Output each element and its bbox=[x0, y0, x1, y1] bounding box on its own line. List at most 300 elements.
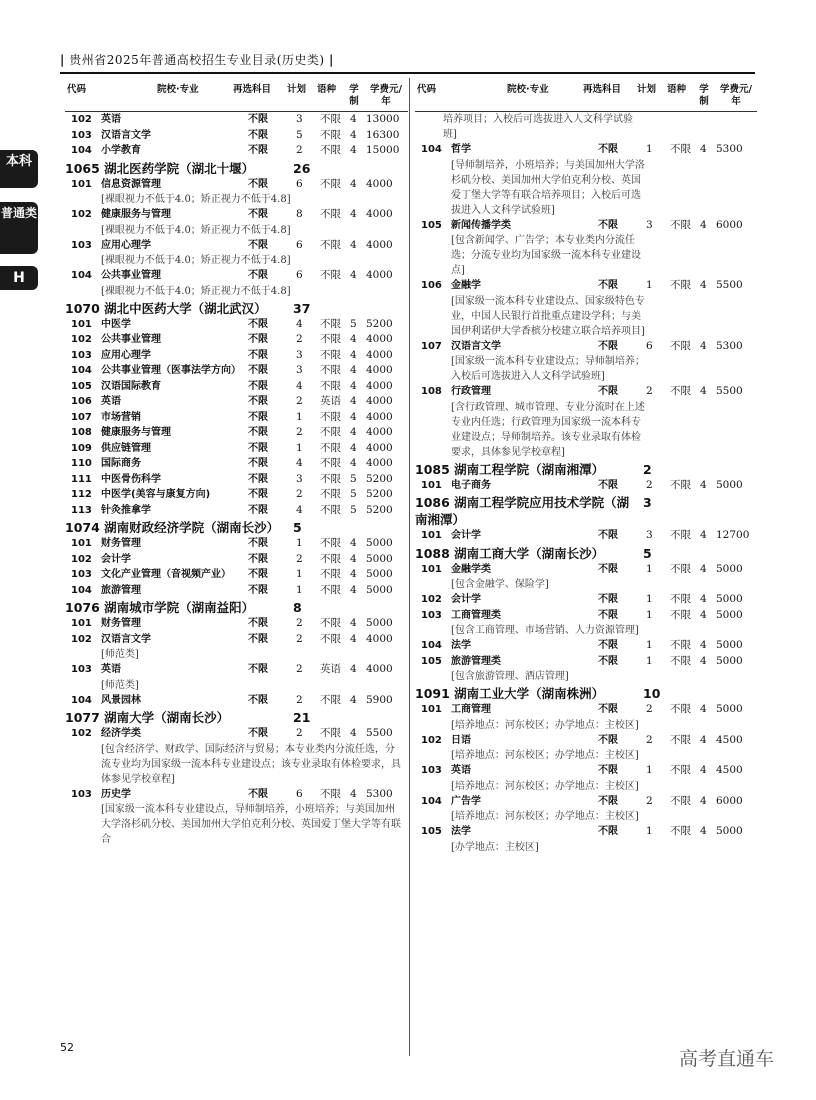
study-years: 4 bbox=[700, 608, 707, 621]
language: 不限 bbox=[670, 385, 691, 397]
language: 不限 bbox=[320, 208, 341, 220]
plan-count: 1 bbox=[646, 562, 653, 575]
major-code: 112 bbox=[71, 489, 92, 500]
side-tab-letter[interactable]: H bbox=[0, 266, 38, 290]
study-years: 4 bbox=[350, 441, 357, 454]
required-subject: 不限 bbox=[598, 765, 618, 776]
major-row bbox=[65, 207, 408, 223]
language: 不限 bbox=[320, 177, 341, 190]
tuition-fee: 5000 bbox=[366, 568, 393, 580]
study-years: 4 bbox=[350, 727, 357, 739]
tuition-fee: 13000 bbox=[366, 113, 400, 125]
plan-count: 4 bbox=[296, 503, 303, 516]
study-years: 4 bbox=[350, 410, 357, 423]
major-row bbox=[415, 702, 757, 718]
school-plan-total: 5 bbox=[643, 545, 652, 561]
major-row bbox=[65, 536, 408, 552]
major-code: 105 bbox=[421, 826, 442, 837]
study-years: 4 bbox=[700, 385, 707, 397]
required-subject: 不限 bbox=[248, 349, 268, 361]
title-bar-right: | bbox=[328, 53, 334, 67]
major-note: [包含工商管理、市场营销、人力资源管理] bbox=[451, 625, 639, 636]
study-years: 4 bbox=[350, 113, 357, 125]
column-divider bbox=[409, 78, 410, 1056]
major-row bbox=[415, 339, 757, 355]
major-name: 中医骨伤科学 bbox=[101, 473, 161, 485]
major-code: 108 bbox=[71, 427, 92, 438]
major-row bbox=[65, 425, 408, 441]
language: 不限 bbox=[320, 238, 341, 251]
language: 不限 bbox=[670, 703, 691, 715]
required-subject: 不限 bbox=[248, 633, 268, 645]
major-code: 102 bbox=[71, 114, 92, 125]
major-code: 103 bbox=[421, 609, 442, 621]
major-code: 108 bbox=[421, 386, 442, 397]
required-subject: 不限 bbox=[248, 728, 268, 739]
plan-count: 3 bbox=[646, 529, 653, 541]
study-years: 4 bbox=[700, 703, 707, 715]
plan-count: 4 bbox=[296, 457, 303, 469]
study-years: 4 bbox=[700, 478, 707, 491]
study-years: 4 bbox=[350, 632, 357, 645]
study-years: 4 bbox=[350, 457, 357, 469]
required-subject: 不限 bbox=[248, 538, 268, 549]
plan-count: 2 bbox=[646, 703, 653, 715]
plan-count: 8 bbox=[296, 208, 303, 220]
major-code: 104 bbox=[421, 144, 442, 155]
required-subject: 不限 bbox=[598, 655, 618, 667]
header-code: 代码 bbox=[417, 84, 437, 95]
major-note: [裸眼视力不低于4.0；矫正视力不低于4.8] bbox=[101, 285, 291, 297]
major-code: 101 bbox=[71, 538, 92, 549]
required-subject: 不限 bbox=[248, 584, 268, 596]
language: 英语 bbox=[320, 395, 341, 407]
major-name: 金融学 bbox=[451, 280, 481, 291]
major-code: 104 bbox=[71, 584, 92, 596]
language: 不限 bbox=[320, 426, 341, 438]
required-subject: 不限 bbox=[248, 114, 268, 125]
major-code: 103 bbox=[71, 664, 92, 675]
plan-count: 1 bbox=[646, 593, 653, 605]
required-subject: 不限 bbox=[248, 145, 268, 156]
major-code: 105 bbox=[71, 380, 92, 392]
required-subject: 不限 bbox=[248, 504, 268, 516]
school-name: 1076 湖南城市学院（湖南益阳） bbox=[65, 600, 255, 615]
tuition-fee: 5000 bbox=[366, 552, 393, 565]
major-code: 104 bbox=[71, 365, 92, 376]
plan-count: 1 bbox=[646, 654, 653, 667]
study-years: 4 bbox=[700, 654, 707, 667]
major-note: [国家级一流本科专业建设点、国家级特色专业，中国人民银行首批重点建设学科；与美国伊利诺伊大学香槟分校建立联合培养项目] bbox=[451, 295, 645, 337]
study-years: 4 bbox=[700, 143, 707, 155]
required-subject: 不限 bbox=[598, 219, 618, 231]
study-years: 5 bbox=[350, 488, 357, 500]
plan-count: 3 bbox=[296, 113, 303, 125]
left-column bbox=[65, 78, 408, 847]
language: 不限 bbox=[670, 339, 691, 352]
major-note-continued: 培养项目；入校后可选拔进入人文科学试验班] bbox=[443, 114, 633, 140]
language: 不限 bbox=[670, 654, 691, 667]
study-years: 5 bbox=[350, 317, 357, 330]
major-name: 哲学 bbox=[451, 144, 471, 155]
major-name: 工商管理类 bbox=[451, 609, 501, 621]
major-code: 103 bbox=[71, 349, 92, 361]
tuition-fee: 4000 bbox=[366, 410, 393, 423]
header-years: 学制 bbox=[349, 84, 359, 107]
major-row bbox=[65, 317, 408, 333]
major-row bbox=[65, 567, 408, 583]
major-code: 107 bbox=[71, 411, 92, 423]
major-row bbox=[65, 693, 408, 709]
right-column-body bbox=[415, 112, 757, 855]
plan-count: 1 bbox=[296, 568, 303, 580]
major-row bbox=[65, 662, 408, 678]
tuition-fee: 12700 bbox=[716, 529, 750, 541]
major-name: 应用心理学 bbox=[101, 239, 151, 251]
required-subject: 不限 bbox=[598, 609, 618, 621]
major-row bbox=[65, 238, 408, 254]
required-subject: 不限 bbox=[598, 563, 618, 575]
required-subject: 不限 bbox=[248, 239, 268, 251]
study-years: 4 bbox=[700, 733, 707, 746]
study-years: 4 bbox=[350, 693, 357, 706]
study-years: 4 bbox=[700, 529, 707, 541]
required-subject: 不限 bbox=[598, 280, 618, 291]
plan-count: 2 bbox=[296, 632, 303, 645]
major-name: 电子商务 bbox=[451, 479, 491, 491]
study-years: 4 bbox=[350, 426, 357, 438]
header-language: 语种 bbox=[667, 84, 687, 95]
major-name: 广告学 bbox=[451, 795, 481, 807]
required-subject: 不限 bbox=[598, 795, 618, 807]
language: 不限 bbox=[320, 472, 341, 485]
tuition-fee: 5000 bbox=[716, 608, 743, 621]
major-row bbox=[415, 763, 757, 779]
plan-count: 4 bbox=[296, 379, 303, 392]
plan-count: 3 bbox=[296, 472, 303, 485]
major-note: [师范类] bbox=[101, 679, 139, 691]
major-note: [包含经济学、财政学、国际经济与贸易；本专业类内分流任选，分流专业均为国家级一流本科专业建设点；该专业录取有体检要求，具体参见学校章程] bbox=[101, 743, 401, 785]
school-plan-total: 10 bbox=[643, 686, 661, 701]
study-years: 4 bbox=[350, 379, 357, 392]
major-code: 102 bbox=[71, 728, 92, 739]
major-code: 102 bbox=[71, 334, 92, 345]
plan-count: 6 bbox=[296, 787, 303, 800]
header-language: 语种 bbox=[317, 84, 337, 95]
major-code: 109 bbox=[71, 442, 92, 454]
header-plan: 计划 bbox=[637, 84, 657, 95]
study-years: 4 bbox=[350, 238, 357, 251]
tuition-fee: 5000 bbox=[716, 593, 743, 605]
major-row bbox=[415, 528, 757, 544]
major-row bbox=[415, 278, 757, 294]
language: 不限 bbox=[320, 128, 341, 141]
language: 不限 bbox=[320, 787, 341, 800]
language: 不限 bbox=[320, 488, 341, 500]
tuition-fee: 4000 bbox=[366, 364, 393, 376]
watermark: 高考直通车 bbox=[679, 1048, 775, 1070]
school-name: 1077 湖南大学（湖南长沙） bbox=[65, 710, 230, 725]
major-note: [国家级一流本科专业建设点；导师制培养；入校后可选拔进入人文科学试验班] bbox=[451, 356, 645, 382]
plan-count: 2 bbox=[646, 794, 653, 807]
required-subject: 不限 bbox=[248, 318, 268, 330]
major-name: 行政管理 bbox=[451, 386, 491, 397]
required-subject: 不限 bbox=[248, 473, 268, 485]
major-code: 107 bbox=[421, 340, 442, 352]
major-name: 健康服务与管理 bbox=[101, 427, 171, 438]
language: 不限 bbox=[320, 269, 341, 281]
language: 不限 bbox=[670, 733, 691, 746]
school-heading bbox=[65, 708, 408, 726]
major-code: 104 bbox=[421, 640, 442, 651]
study-years: 4 bbox=[350, 552, 357, 565]
language: 不限 bbox=[320, 583, 341, 596]
required-subject: 不限 bbox=[248, 442, 268, 454]
plan-count: 1 bbox=[296, 537, 303, 549]
plan-count: 2 bbox=[296, 663, 303, 675]
major-name: 中医学 bbox=[101, 318, 131, 330]
plan-count: 2 bbox=[646, 385, 653, 397]
tuition-fee: 6000 bbox=[716, 218, 743, 231]
major-row bbox=[65, 394, 408, 410]
tuition-fee: 4000 bbox=[366, 395, 393, 407]
major-name: 健康服务与管理 bbox=[101, 209, 171, 220]
required-subject: 不限 bbox=[598, 479, 618, 491]
major-name: 公共事业管理 bbox=[101, 334, 161, 345]
major-row bbox=[65, 487, 408, 503]
major-code: 106 bbox=[421, 280, 442, 291]
major-row bbox=[65, 363, 408, 379]
major-name: 信息资源管理 bbox=[101, 178, 161, 190]
language: 不限 bbox=[670, 608, 691, 621]
major-code: 103 bbox=[421, 765, 442, 776]
major-code: 111 bbox=[71, 473, 92, 485]
study-years: 4 bbox=[700, 339, 707, 352]
header-subject: 再选科目 bbox=[233, 84, 272, 95]
study-years: 4 bbox=[350, 537, 357, 549]
major-row bbox=[65, 379, 408, 395]
school-name: 1086 湖南工程学院应用技术学院（湖南湘潭） bbox=[415, 495, 630, 527]
major-row bbox=[65, 787, 408, 803]
tuition-fee: 4000 bbox=[366, 632, 393, 645]
major-row bbox=[65, 332, 408, 348]
major-name: 汉语国际教育 bbox=[101, 380, 161, 392]
required-subject: 不限 bbox=[598, 386, 618, 397]
tuition-fee: 5500 bbox=[716, 385, 743, 397]
major-row bbox=[415, 638, 757, 654]
tuition-fee: 5500 bbox=[366, 727, 393, 739]
study-years: 4 bbox=[350, 348, 357, 361]
plan-count: 6 bbox=[296, 177, 303, 190]
major-row bbox=[415, 218, 757, 234]
major-name: 英语 bbox=[101, 664, 121, 675]
major-code: 105 bbox=[421, 655, 442, 667]
major-name: 针灸推拿学 bbox=[101, 504, 151, 516]
tuition-fee: 6000 bbox=[716, 794, 743, 807]
plan-count: 3 bbox=[646, 218, 653, 231]
major-row bbox=[65, 632, 408, 648]
major-name: 财务管理 bbox=[101, 538, 141, 549]
language: 不限 bbox=[320, 552, 341, 565]
tuition-fee: 5900 bbox=[366, 693, 393, 706]
major-note: [包含金融学、保险学] bbox=[451, 579, 549, 590]
major-note: [培养地点：河东校区；办学地点：主校区] bbox=[451, 811, 639, 822]
major-note: [培养地点：河东校区；办学地点：主校区] bbox=[451, 750, 639, 761]
required-subject: 不限 bbox=[248, 365, 268, 376]
plan-count: 2 bbox=[646, 733, 653, 746]
major-code: 104 bbox=[71, 694, 92, 706]
plan-count: 2 bbox=[296, 617, 303, 629]
major-code: 113 bbox=[71, 504, 92, 516]
tuition-fee: 5500 bbox=[716, 279, 743, 291]
language: 不限 bbox=[320, 537, 341, 549]
school-plan-total: 37 bbox=[293, 300, 311, 316]
header-fee: 学费元/年 bbox=[370, 84, 402, 107]
language: 不限 bbox=[670, 639, 691, 651]
language: 不限 bbox=[320, 503, 341, 516]
study-years: 4 bbox=[350, 364, 357, 376]
study-years: 4 bbox=[700, 764, 707, 776]
tuition-fee: 4000 bbox=[366, 238, 393, 251]
major-code: 106 bbox=[71, 396, 92, 407]
major-name: 公共事业管理（医事法学方向） bbox=[101, 365, 241, 376]
plan-count: 6 bbox=[296, 238, 303, 251]
major-code: 102 bbox=[421, 594, 442, 605]
study-years: 5 bbox=[350, 503, 357, 516]
study-years: 5 bbox=[350, 472, 357, 485]
major-code: 101 bbox=[421, 530, 442, 541]
major-name: 汉语言文学 bbox=[101, 633, 151, 645]
language: 不限 bbox=[670, 593, 691, 605]
plan-count: 6 bbox=[296, 269, 303, 281]
required-subject: 不限 bbox=[248, 569, 268, 580]
school-heading bbox=[415, 460, 757, 478]
tuition-fee: 4500 bbox=[716, 733, 743, 746]
study-years: 4 bbox=[700, 562, 707, 575]
tuition-fee: 5200 bbox=[366, 503, 393, 516]
required-subject: 不限 bbox=[248, 427, 268, 438]
plan-count: 1 bbox=[646, 279, 653, 291]
major-code: 102 bbox=[71, 633, 92, 645]
plan-count: 1 bbox=[296, 583, 303, 596]
plan-count: 3 bbox=[296, 364, 303, 376]
language: 不限 bbox=[670, 279, 691, 291]
major-row bbox=[415, 384, 757, 400]
study-years: 4 bbox=[700, 794, 707, 807]
school-name: 1074 湖南财政经济学院（湖南长沙） bbox=[65, 520, 280, 535]
major-row bbox=[65, 128, 408, 144]
major-code: 101 bbox=[421, 563, 442, 575]
major-row bbox=[415, 142, 757, 158]
major-row bbox=[65, 177, 408, 193]
left-column-body bbox=[65, 112, 408, 847]
major-name: 应用心理学 bbox=[101, 349, 151, 361]
major-code: 102 bbox=[71, 209, 92, 220]
tuition-fee: 4500 bbox=[716, 764, 743, 776]
tuition-fee: 5000 bbox=[366, 537, 393, 549]
tuition-fee: 5000 bbox=[716, 478, 743, 491]
tuition-fee: 4000 bbox=[366, 348, 393, 361]
plan-count: 2 bbox=[296, 144, 303, 156]
major-note: [裸眼视力不低于4.0；矫正视力不低于4.8] bbox=[101, 255, 291, 266]
tuition-fee: 4000 bbox=[366, 177, 393, 190]
school-heading bbox=[65, 518, 408, 536]
study-years: 4 bbox=[350, 269, 357, 281]
study-years: 4 bbox=[700, 593, 707, 605]
major-row bbox=[65, 472, 408, 488]
language: 不限 bbox=[320, 568, 341, 580]
tuition-fee: 4000 bbox=[366, 208, 393, 220]
header-subject: 再选科目 bbox=[583, 84, 622, 95]
major-row bbox=[415, 478, 757, 494]
plan-count: 2 bbox=[646, 478, 653, 491]
language: 不限 bbox=[320, 333, 341, 345]
school-plan-total: 8 bbox=[293, 600, 302, 615]
major-name: 供应链管理 bbox=[101, 442, 151, 454]
language: 不限 bbox=[320, 348, 341, 361]
language: 不限 bbox=[670, 825, 691, 837]
study-years: 4 bbox=[350, 177, 357, 190]
school-heading bbox=[65, 299, 408, 317]
side-tab-general[interactable]: 普通类 bbox=[0, 202, 38, 254]
right-column bbox=[415, 78, 757, 855]
school-plan-total: 2 bbox=[643, 461, 652, 477]
major-name: 英语 bbox=[101, 396, 121, 407]
required-subject: 不限 bbox=[248, 334, 268, 345]
required-subject: 不限 bbox=[248, 618, 268, 629]
plan-count: 1 bbox=[646, 639, 653, 651]
study-years: 4 bbox=[700, 639, 707, 651]
header-code: 代码 bbox=[67, 84, 87, 95]
plan-count: 1 bbox=[646, 143, 653, 155]
tuition-fee: 5200 bbox=[366, 472, 393, 485]
study-years: 4 bbox=[350, 128, 357, 141]
tuition-fee: 5000 bbox=[716, 639, 743, 651]
required-subject: 不限 bbox=[598, 594, 618, 605]
tuition-fee: 4000 bbox=[366, 426, 393, 438]
major-name: 汉语言文学 bbox=[451, 340, 501, 352]
major-note: [包含旅游管理、酒店管理] bbox=[451, 671, 569, 682]
tuition-fee: 4000 bbox=[366, 441, 393, 454]
plan-count: 2 bbox=[296, 488, 303, 500]
major-name: 新闻传播学类 bbox=[451, 219, 511, 231]
major-row bbox=[65, 503, 408, 519]
language: 不限 bbox=[320, 632, 341, 645]
major-name: 工商管理 bbox=[451, 704, 491, 715]
required-subject: 不限 bbox=[248, 129, 268, 141]
language: 不限 bbox=[320, 617, 341, 629]
study-years: 4 bbox=[350, 568, 357, 580]
plan-count: 2 bbox=[296, 552, 303, 565]
major-note: [裸眼视力不低于4.0；矫正视力不低于4.8] bbox=[101, 194, 291, 205]
study-years: 4 bbox=[350, 663, 357, 675]
major-note: [师范类] bbox=[101, 649, 139, 660]
major-name: 汉语言文学 bbox=[101, 129, 151, 141]
tuition-fee: 4000 bbox=[366, 663, 393, 675]
major-name: 英语 bbox=[101, 114, 121, 125]
side-tab-undergrad[interactable]: 本科 bbox=[0, 150, 38, 188]
top-rule bbox=[60, 72, 755, 74]
major-row bbox=[65, 552, 408, 568]
required-subject: 不限 bbox=[248, 396, 268, 407]
language: 不限 bbox=[670, 764, 691, 776]
required-subject: 不限 bbox=[248, 178, 268, 190]
major-row bbox=[415, 608, 757, 624]
school-heading bbox=[415, 684, 757, 702]
table-header bbox=[65, 78, 408, 112]
required-subject: 不限 bbox=[248, 694, 268, 706]
major-name: 文化产业管理（音视频产业） bbox=[101, 569, 231, 580]
